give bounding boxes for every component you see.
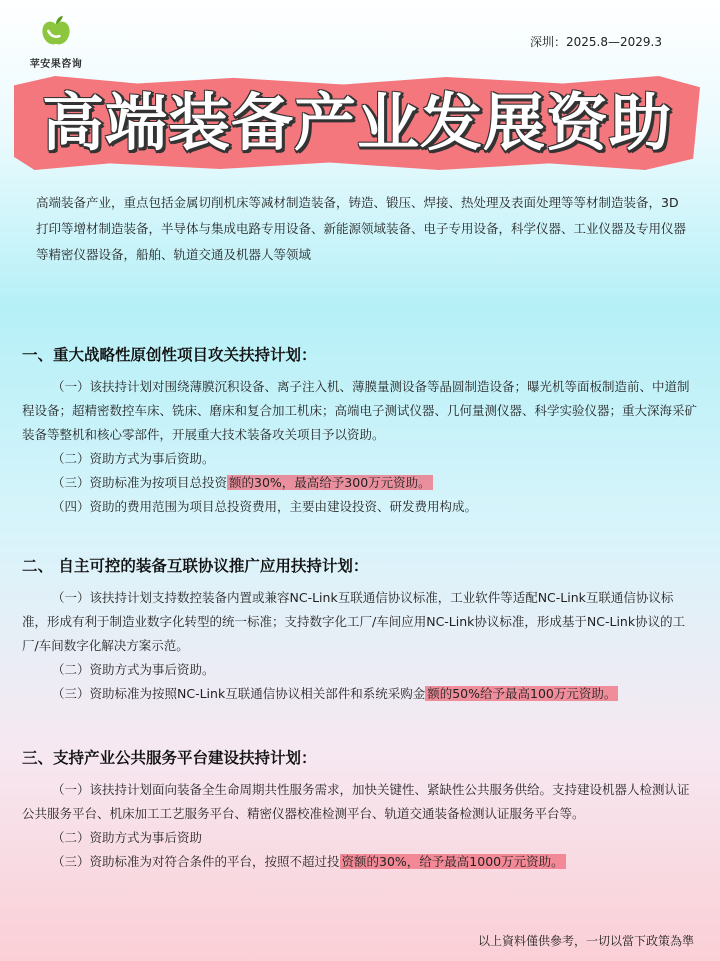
section-3-highlight: 资额的30%，给予最高1000万元资助。 [341,854,564,869]
section-3-item-3-text: （三）资助标准为对符合条件的平台，按照不超过投 [52,854,340,869]
section-1-item-3 [22,471,697,495]
section-1-item-3-text: （三）资助标准为按项目总投资 [52,475,228,490]
section-2-item-3 [22,682,697,706]
section-3-item-1: （一）该扶持计划面向装备全生命周期共性服务需求，加快关键性、紧缺性公共服务供给。支持建设机器人检测认证公共服务平台、机床加工工艺服务平台、精密仪器校准检测平台、轨道交通装备检测认证服务平台等。 [22,782,690,821]
disclaimer-footer: 以上資料僅供參考，一切以當下政策為準 [477,934,694,948]
brand-name: 苹安果咨询 [29,59,83,70]
section-2-item-3-text: （三）资助标准为按照NC-Link互联通信协议相关部件和系统采购金 [52,686,426,701]
section-2 [22,554,697,706]
section-2-item-1: （一）该扶持计划支持数控装备内置或兼容NC-Link互联通信协议标准，工业软件等适配NC-Link互联通信协议标准，形成有利于制造业数字化转型的统一标准；支持数字化工厂/车间应用NC-Link协议标准，形成基于NC-Link协议的工厂/车间数字化解决方案示范。 [22,590,686,653]
section-2-highlight: 额的50%给予最高100万元资助。 [427,686,617,701]
apple-logo-icon [39,14,73,48]
section-2-item-2: （二）资助方式为事后资助。 [52,662,215,677]
section-1-heading: 一、重大战略性原创性项目攻关扶持计划： [22,346,317,364]
intro-text: 高端装备产业，重点包括金属切削机床等减材制造装备，铸造、锻压、焊接、热处理及表面处理等等材制造装备，3D打印等增材制造装备，半导体与集成电路专用设备、新能源领域装备、电子专用设备，科学仪器、工业仪器及专用仪器等精密仪器设备，船舶、轨道交通及机器人等领域 [36,195,687,262]
section-1 [22,343,697,519]
page-title: 高端装备产业发展资助 [41,86,672,159]
brand-logo [24,14,88,70]
section-3-item-3 [22,850,697,874]
section-3-heading: 三、支持产业公共服务平台建设扶持计划： [22,749,317,767]
section-3-item-2: （二）资助方式为事后资助 [52,830,203,845]
section-1-highlight: 额的30%，最高给予300万元资助。 [229,475,431,490]
section-1-item-4: （四）资助的费用范围为项目总投资费用，主要由建设投资、研发费用构成。 [52,499,478,514]
date-range: 深圳：2025.8—2029.3 [530,35,662,49]
section-3 [22,746,697,874]
section-1-item-2: （二）资助方式为事后资助。 [52,451,215,466]
section-2-heading: 二、 自主可控的装备互联协议推广应用扶持计划： [22,557,369,575]
section-1-item-1: （一）该扶持计划对围绕薄膜沉积设备、离子注入机、薄膜量测设备等晶圆制造设备；曝光机等面板制造前、中道制程设备；超精密数控车床、铣床、磨床和复合加工机床；高端电子测试仪器、几何量测仪器、科学实验仪器；重大深海采矿装备等整机和核心零部件，开展重大技术装备攻关项目予以资助。 [22,379,698,442]
